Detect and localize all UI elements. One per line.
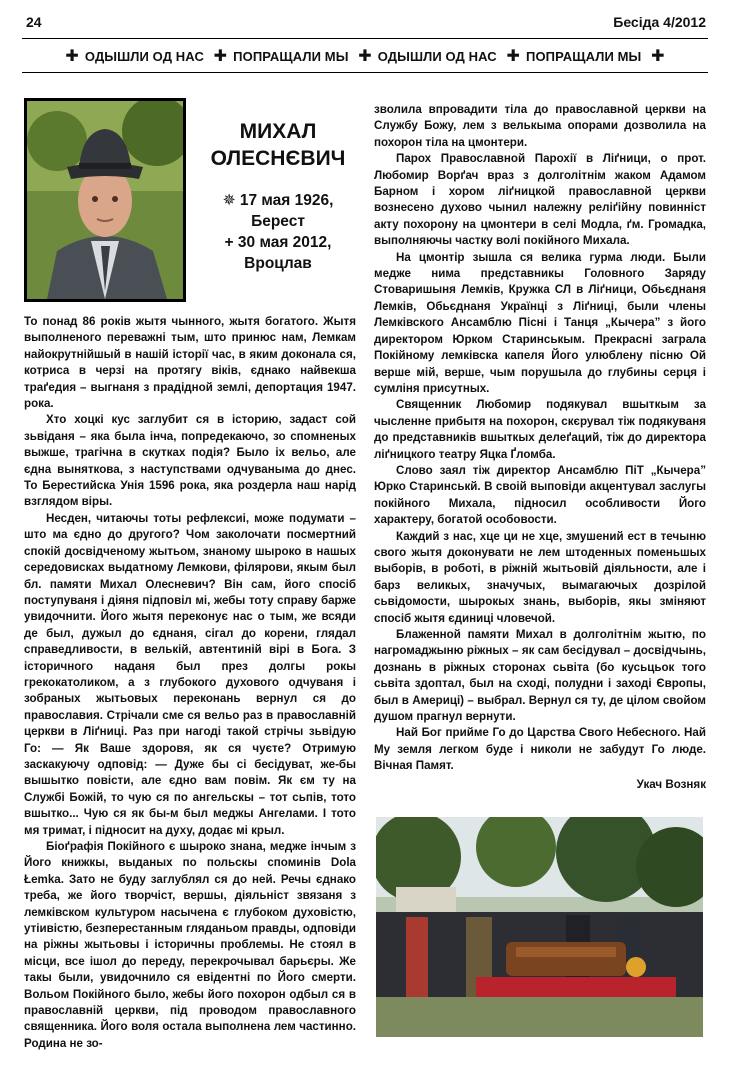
paragraph: На цмонтір зышла ся велика гурма люди. Были медже нима представникы Головного Заряду Стоваришыня Лемків, Кружка СЛ в Ліґници, Обьєднаня Лемків, Обьєднаня Українці з Ліґниці, были члены Лемківского Ансамблю Пісні і Танця „Кычера” з його директором Юрком Старинськым. Прекрасні заграла Покійному лемківска капеля Його улюблену пісню Ой верше мій, верше, чым порушыла до глубины серця і сумліня присутных. [374,250,706,395]
author-signature: Укач Возняк [636,777,706,791]
banner-rule [22,72,708,73]
paragraph: Слово заял тіж директор Ансамблю ПіТ „Кычера” Юрко Старинськй. В своій выповіди акцентувал заслугы покійного Михала, підносил особливости Його характеру, богатой особовости. [374,463,706,527]
paragraph: Най Бог прийме Го до Царства Свого Небесного. Най Му земля легком буде і николи не забудут Го люде. Вічная Памят. [374,726,706,773]
death-cross-icon: + [224,234,238,251]
portrait-photo [24,98,186,302]
section-banner [22,46,708,66]
paragraph: Блаженной памяти Михал в долголітнім жытю, по нагромаджыню ріжных – як сам бесідувал – досвідчынь, дознань в ріжных сторонах сьвіта (бо кусьцьок того сьвіта здоптал, был на сході, полудни і заході Європы, был в Америці) – выбрал. Вернул ся ту, де цілом свойом душом прагнул вернути. [374,628,706,724]
left-column [24,314,356,1052]
funeral-illustration [376,817,703,1037]
portrait-illustration [27,101,183,299]
plus-icon: ✚ [358,48,372,65]
paragraph: Каждий з нас, хце ци не хце, змушений ест в течыню свого жытя доконувати не лем штоденных поменьшых выборів, в роботі, в ріжній жытьовій діяльности, але і барз великых, значучых, вымагаючых дозрілой сьвідомости, шырокых знань, выборів, якы зміняют спосіб жытя єдиниці чловечой. [374,529,706,625]
funeral-photo [376,817,703,1037]
paragraph: Священник Любомир подякувал вшыткым за чысленне прибытя на похорон, скєрувал тіж подякуваня до представників вшыткых делеґаций, тіж до директора ліґницкого театру Яцка Ґломба. [374,398,706,461]
banner-item: ПОПРАЩАЛИ МЫ [526,49,642,64]
deceased-name [190,118,366,172]
plus-icon: ✚ [213,48,228,65]
life-dates [190,190,366,274]
banner-item: ОДЫШЛИ ОД НАС [84,49,204,64]
paragraph: Біоґрафія Покійного є шыроко знана, медже інчым з Його книжкы, выданых по польскы споминів Dola Łemka. Зато не буду заглублял ся до ней. Речы єднако треба, же його творчіст, вершы, діяльніст звязаня з лемківском культуром насычена є глубоком духовістю, утіивістю, безперестанным гляданьом правды, одповіди на ріжны жытьовы і історичны проблемы. Не стоял в місци, все ішол до переду, перекрочывал барьєры. Же такы были, увидочнило ся евідентні по Його смерти. Вольом Покійного было, жебы його похорон одбыл ся в православній церкви, під проводом православного священника. Його воля остала выполнена лем частинно. Родина не зо- [24,840,356,1050]
plus-icon: ✚ [651,48,665,65]
banner-item: ОДЫШЛИ ОД НАС [377,49,497,64]
death-place: Вроцлав [244,255,312,272]
paragraph: Хто хоцкі кус заглубит ся в історию, задаст сой зьвіданя – яка была інча, попредекаючо, зо спомненых выжше, трагічна в скутках подія? Было іх вельо, але єдна выняткова, з наступствами одчуваныма до днес. То Берестийска Унія 1596 рока, яка роздерла наш нарід взглядом віры. [24,413,356,509]
top-rule [22,38,708,39]
banner-item: ПОПРАЩАЛИ МЫ [233,49,349,64]
birth-star-icon: ✵ [222,192,240,209]
birth-place: Берест [251,213,305,230]
paragraph: То понад 86 років жытя чынного, жытя богатого. Жытя выполненого переважні тым, што принюс нам, Лемкам найокрутнійшый в нашій історії час, в яким доконала ся, котриса в черзі на протягу віків, єднако найвекша траґедия – выгнаня з прадідной землі, депортация 1947. рока. [24,315,356,411]
right-column [374,102,706,793]
name-line: ОЛЕСНЄВИЧ [210,147,346,170]
name-line: МИХАЛ [239,120,317,143]
paragraph: Парох Православной Парохії в Ліґници, о прот. Любомир Ворґач враз з долголітнім жаком Адамом Барном і хором ліґницкой православной церкви вознесено духово чынил належну реліґійну повинніст акту похорону на цмонтери в селі Модла, ґм. Громадка, выполняючы частку волі покійного Михала. [374,152,706,248]
birth-date: ✵ 17 мая 1926, [222,192,334,209]
page-number: 24 [26,14,42,30]
death-date: + 30 мая 2012, [224,234,332,251]
plus-icon: ✚ [506,48,521,65]
paragraph: зволила впровадити тіла до православной церкви на Службу Божу, лем з велькыма опорами дозволила на похорон тіла на цмонтери. [374,103,706,149]
issue-label: Бесіда 4/2012 [613,14,706,30]
paragraph: Несден, читаючы тоты рефлексиі, може подумати – што ма єдно до другого? Чом заколочати посмертний спокій досвідченому жытьом, знаному шыроко в нашых середовисках выдатному Лемкови, філярови, якым был бл. памяти Михал Олесневич? Він сам, його спосіб поступуваня і діяня підповіл мі, жебы тоту справу барже увидочнити. Його жытя переконує нас о тым, же всяди де был, дужыл до єднаня, сігал до корени, глядал справедливости, в велькій, автентиній вірі в Бога. З історичного наданя был през долгы рокы грекокатоликом, а з глубокого духового одчуваня і зобраных жытьовых переконань вернул ся до православия. Стрічали сме ся вельо раз в православній церкви в Ліґниці. Раз при нагоді такой стрічы зьвідую Го: — Як Ваше здоровя, як ся чуєте? Отримую заскакуючу одповід: — Дуже бы сі бесідуват, же-бы вышытко повісти, але єдно вам повім. Як єм ту на Службі Божій, то чую ся по ангельскы – тот сьпів, тото вшытко... Чую ся як бы-м был меджы Ангелами. І тото мя тримат, і підносит на духу, додає мі крыл. [24,511,356,837]
plus-icon: ✚ [65,48,79,65]
